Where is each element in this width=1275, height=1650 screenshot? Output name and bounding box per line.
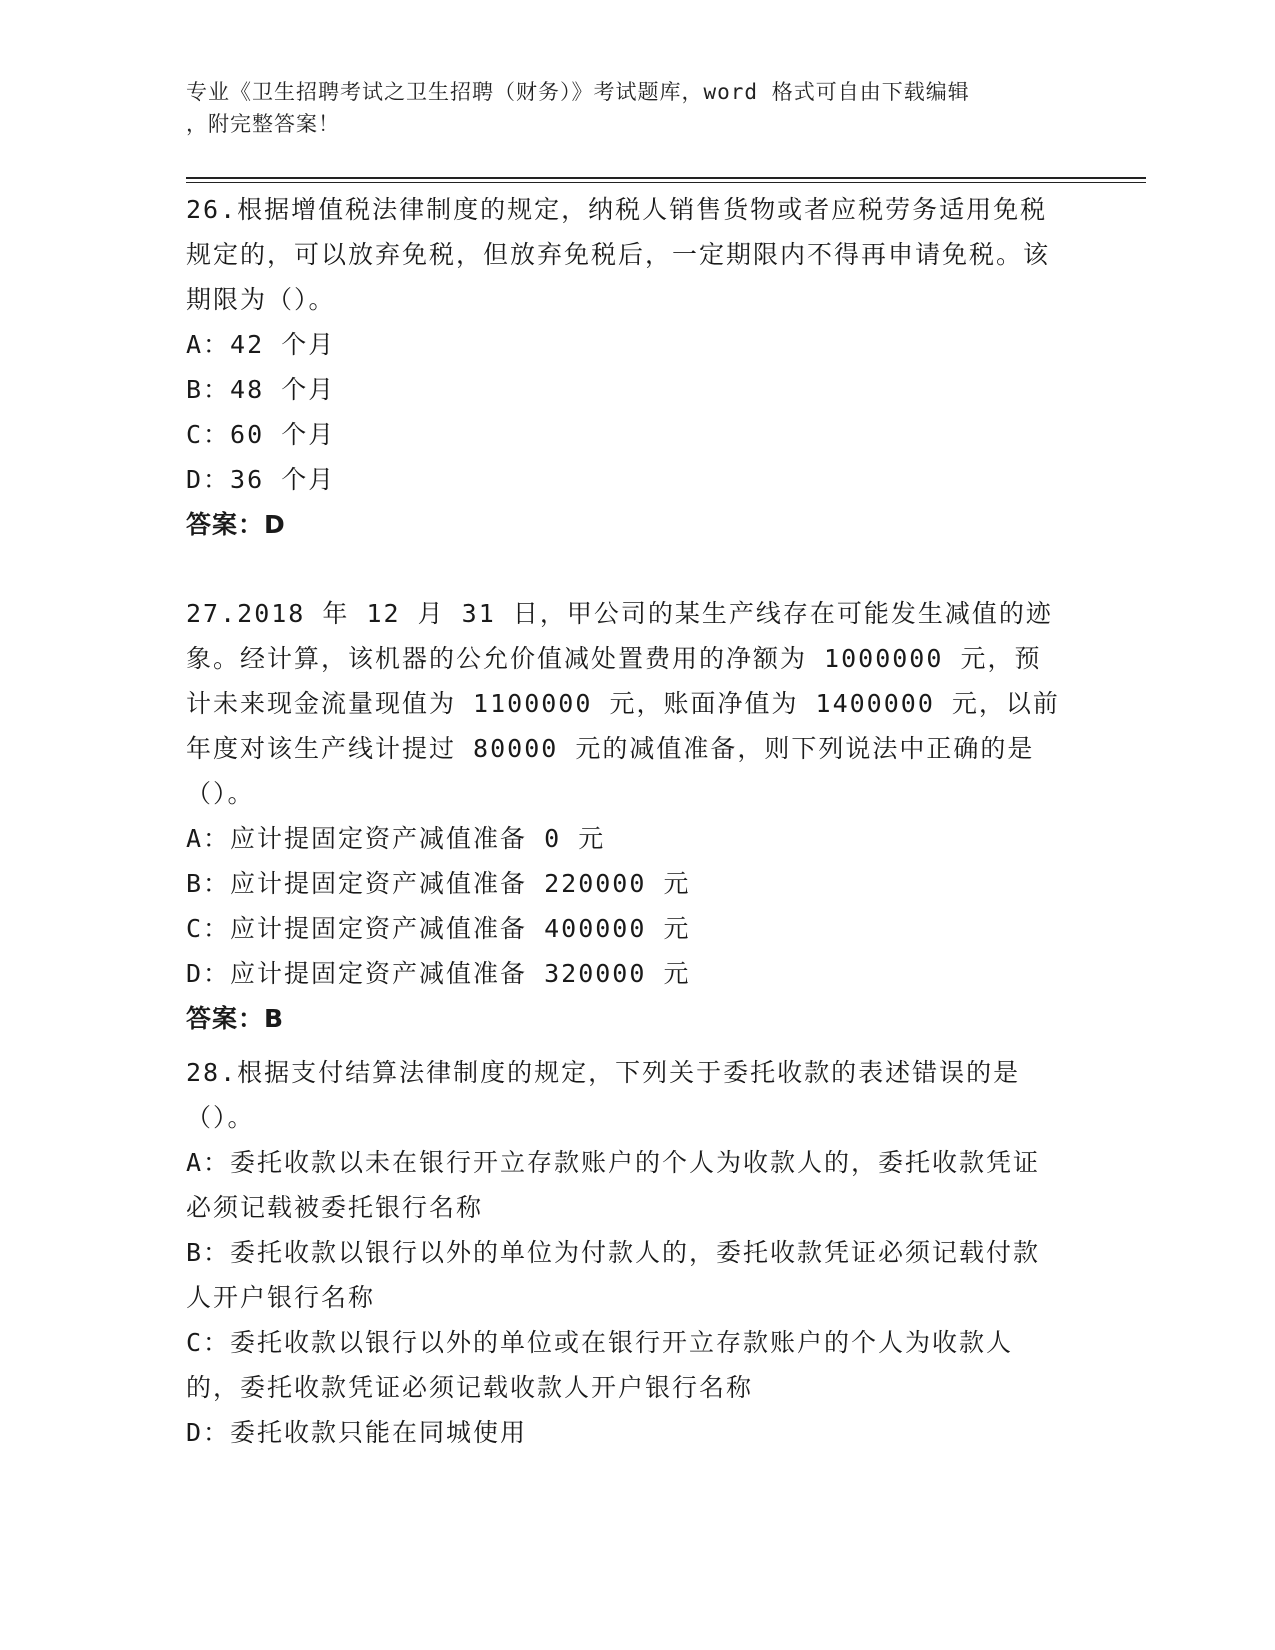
question-28 <box>186 1050 1066 1455</box>
header-line-2: ，附完整答案！ <box>186 112 340 136</box>
question-27 <box>186 591 1066 1041</box>
answer-label: 答案：B <box>186 1004 285 1033</box>
option-a: A：应计提固定资产减值准备 0 元 <box>186 824 606 853</box>
header-divider-thin <box>186 182 1146 183</box>
option-a: A：委托收款以未在银行开立存款账户的个人为收款人的，委托收款凭证必须记载被委托银行名称 <box>186 1148 1041 1222</box>
question-stem: 28.根据支付结算法律制度的规定，下列关于委托收款的表述错误的是（）。 <box>186 1058 1021 1132</box>
option-c: C：60 个月 <box>186 420 336 449</box>
option-b: B：应计提固定资产减值准备 220000 元 <box>186 869 691 898</box>
header-line-1: 专业《卫生招聘考试之卫生招聘（财务）》考试题库，word 格式可自由下载编辑 <box>186 80 970 104</box>
option-b: B：48 个月 <box>186 375 336 404</box>
document-header <box>186 76 1066 140</box>
option-d: D：36 个月 <box>186 465 336 494</box>
option-b: B：委托收款以银行以外的单位为付款人的，委托收款凭证必须记载付款人开户银行名称 <box>186 1238 1041 1312</box>
option-d: D：应计提固定资产减值准备 320000 元 <box>186 959 691 988</box>
option-a: A：42 个月 <box>186 330 336 359</box>
question-stem: 26.根据增值税法律制度的规定，纳税人销售货物或者应税劳务适用免税规定的，可以放弃免税，但放弃免税后，一定期限内不得再申请免税。该期限为（）。 <box>186 195 1051 314</box>
question-26 <box>186 187 1066 547</box>
header-divider-thick <box>186 177 1146 179</box>
question-stem: 27.2018 年 12 月 31 日，甲公司的某生产线存在可能发生减值的迹象。经计算，该机器的公允价值减处置费用的净额为 1000000 元，预计未来现金流量现值为 1100000 元，账面净值为 1400000 元，以前年度对该生产线计提过 80000 元的减值准备，则下列说法中正确的是（）。 <box>186 599 1060 808</box>
option-d: D：委托收款只能在同城使用 <box>186 1418 528 1447</box>
option-c: C：应计提固定资产减值准备 400000 元 <box>186 914 691 943</box>
option-c: C：委托收款以银行以外的单位或在银行开立存款账户的个人为收款人的，委托收款凭证必须记载收款人开户银行名称 <box>186 1328 1014 1402</box>
answer-label: 答案：D <box>186 510 286 539</box>
